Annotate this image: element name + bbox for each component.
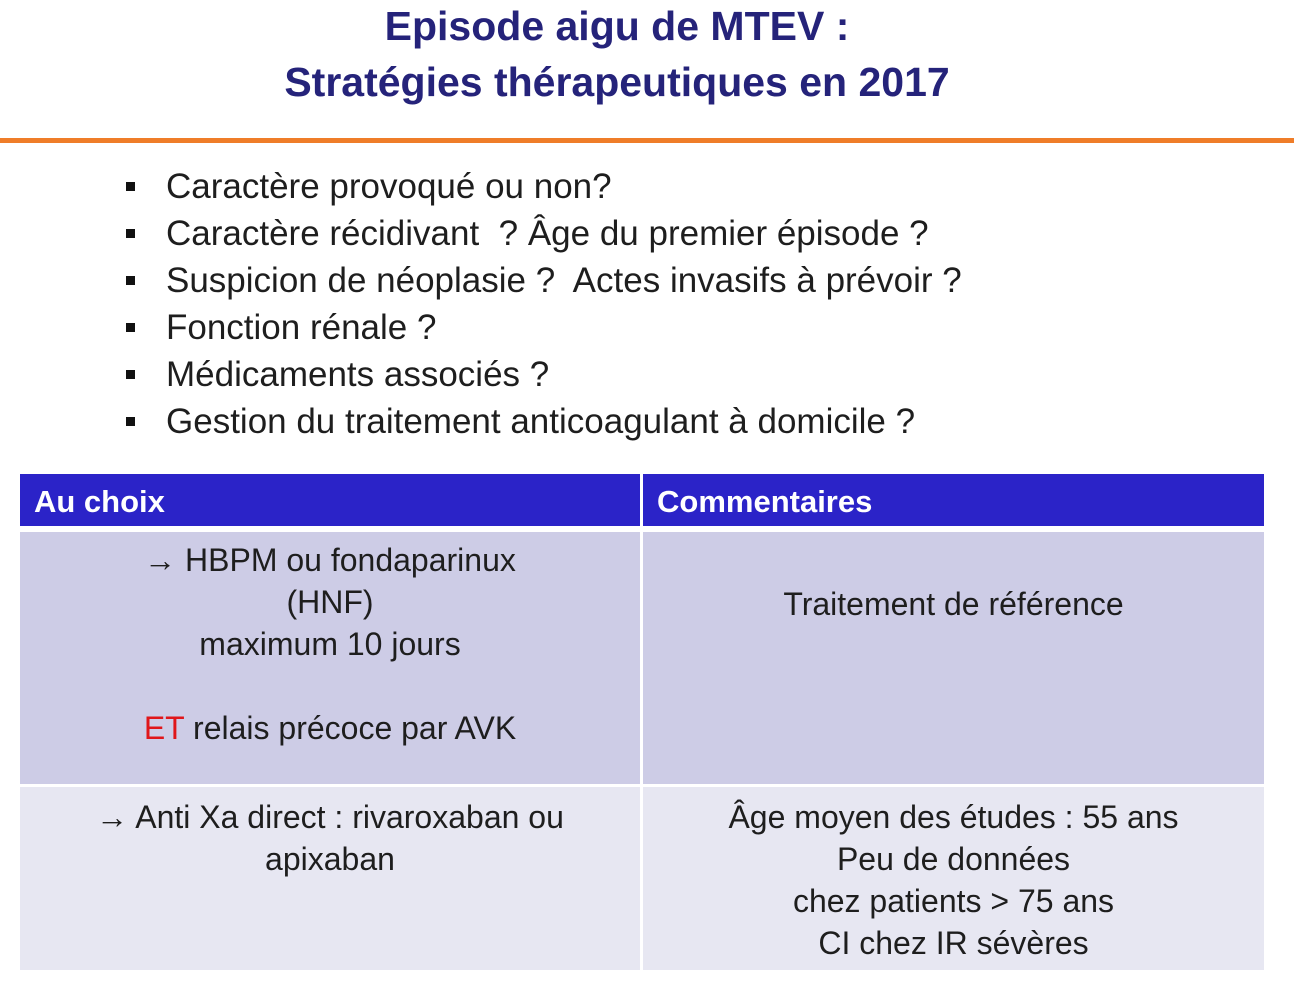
list-item — [122, 351, 962, 398]
list-item — [122, 210, 962, 257]
cell-line: chez patients > 75 ans — [792, 883, 1115, 919]
table-cell-comment-1 — [643, 532, 1264, 784]
list-item-text: Médicaments associés ? — [166, 355, 550, 394]
cell-line: maximum 10 jours — [199, 626, 461, 662]
table-cell-choice-2 — [20, 787, 640, 970]
list-item-text: Caractère provoqué ou non? — [166, 167, 612, 206]
title-line-1: Episode aigu de MTEV : — [384, 3, 850, 49]
bullet-square-icon — [126, 229, 135, 238]
bullet-square-icon — [126, 417, 135, 426]
strategy-table — [20, 474, 1264, 970]
cell-line: → HBPM ou fondaparinux — [144, 542, 516, 578]
cell-line: Traitement de référence — [783, 586, 1124, 622]
cell-line-rest: relais précoce par AVK — [184, 710, 517, 746]
cell-line: (HNF) — [286, 584, 374, 620]
bullet-square-icon — [126, 182, 135, 191]
cell-line: Peu de données — [836, 841, 1071, 877]
list-item — [122, 163, 962, 210]
et-highlight: ET — [143, 710, 185, 746]
bullet-square-icon — [126, 370, 135, 379]
title-divider — [0, 138, 1294, 143]
list-item-text: Gestion du traitement anticoagulant à domicile ? — [166, 402, 916, 441]
title-line-2: Stratégies thérapeutiques en 2017 — [284, 59, 950, 105]
cell-line: Âge moyen des études : 55 ans — [728, 799, 1179, 835]
bullet-square-icon — [126, 276, 135, 285]
cell-line: → Anti Xa direct : rivaroxaban ou — [96, 799, 564, 835]
list-item — [122, 304, 962, 351]
bullet-square-icon — [126, 323, 135, 332]
header-choice: Au choix — [20, 474, 640, 526]
list-item-text: Suspicion de néoplasie ? Actes invasifs à prévoir ? — [166, 261, 962, 300]
cell-line: apixaban — [265, 841, 395, 877]
list-item — [122, 257, 962, 304]
list-item-text: Fonction rénale ? — [166, 308, 437, 347]
cell-line: CI chez IR sévères — [818, 925, 1089, 961]
cell-line — [20, 707, 640, 749]
list-item — [122, 398, 962, 445]
question-list — [122, 163, 962, 445]
list-item-text: Caractère récidivant ? Âge du premier épisode ? — [166, 214, 929, 253]
header-comments: Commentaires — [643, 474, 1264, 526]
table-cell-choice-1 — [20, 532, 640, 784]
table-cell-comment-2 — [643, 787, 1264, 970]
